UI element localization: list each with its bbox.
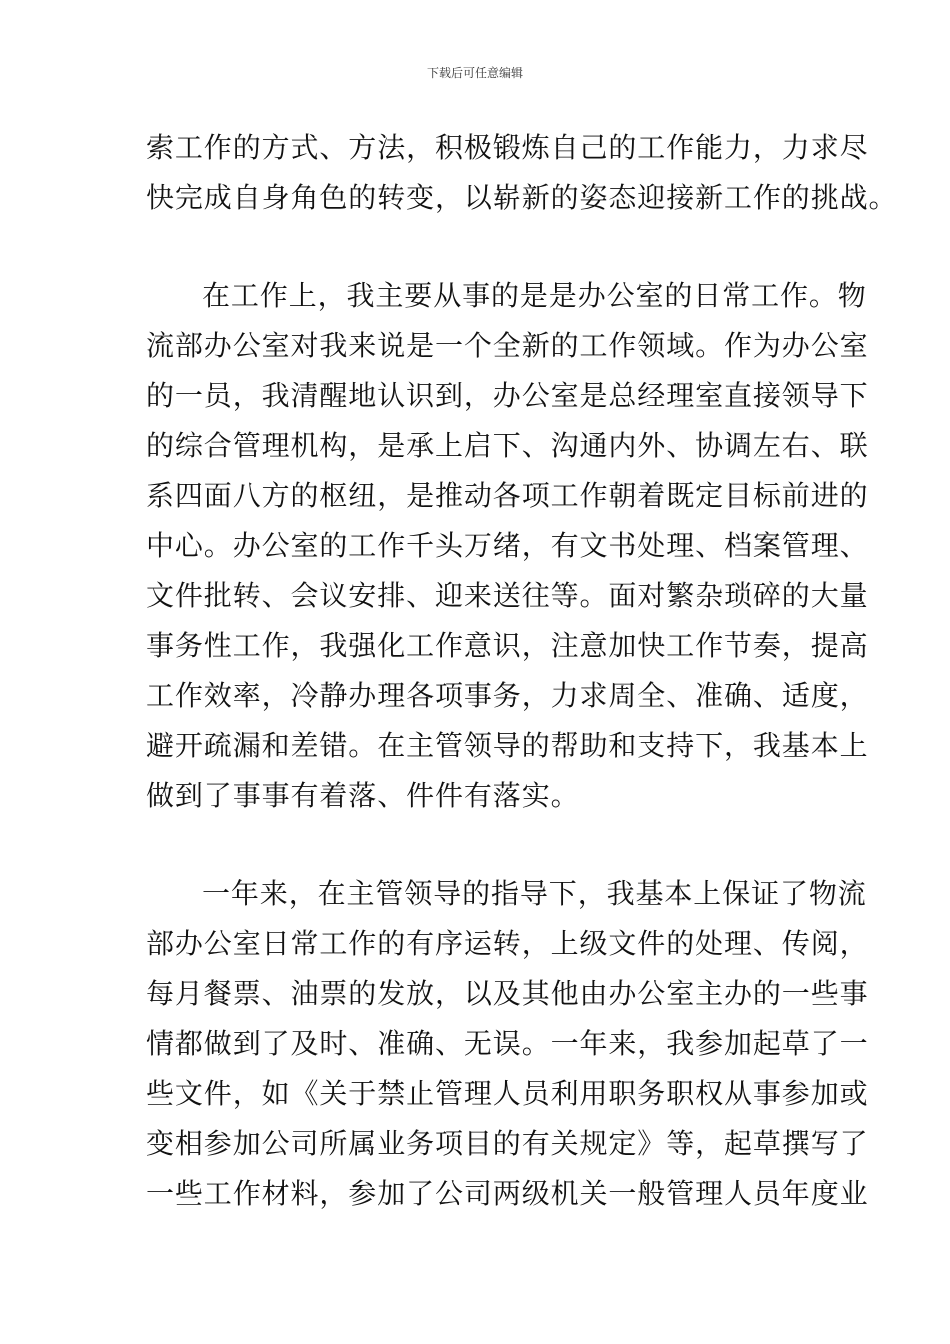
paragraph-2-line-2: 流部办公室对我来说是一个全新的工作领域。作为办公室 [146,329,869,362]
paragraph-2-line-7: 文件批转、会议安排、迎来送往等。面对繁杂琐碎的大量 [146,579,869,612]
paragraph-3-line-5: 些文件，如《关于禁止管理人员利用职务职权从事参加或 [146,1077,869,1110]
paragraph-2-line-1: 在工作上，我主要从事的是是办公室的日常工作。物 [202,279,867,312]
paragraph-3-line-7: 一些工作材料，参加了公司两级机关一般管理人员年度业 [146,1177,869,1210]
paragraph-2-line-9: 工作效率，冷静办理各项事务，力求周全、准确、适度， [146,679,869,712]
paragraph-2-line-8: 事务性工作，我强化工作意识，注意加快工作节奏，提高 [146,629,869,662]
paragraph-2-line-11: 做到了事事有着落、件件有落实。 [146,779,580,812]
paragraph-3-line-6: 变相参加公司所属业务项目的有关规定》等，起草撰写了 [146,1127,869,1160]
paragraph-3-line-3: 每月餐票、油票的发放，以及其他由办公室主办的一些事 [146,977,869,1010]
page-header: 下载后可任意编辑 [426,66,523,80]
paragraph-3-line-2: 部办公室日常工作的有序运转，上级文件的处理、传阅， [146,927,869,960]
paragraph-2-line-5: 系四面八方的枢纽，是推动各项工作朝着既定目标前进的 [146,479,869,512]
paragraph-1-line-1: 索工作的方式、方法，积极锻炼自己的工作能力，力求尽 [146,131,869,164]
paragraph-2-line-4: 的综合管理机构，是承上启下、沟通内外、协调左右、联 [146,429,869,462]
paragraph-2-line-6: 中心。办公室的工作千头万绪，有文书处理、档案管理、 [146,529,869,562]
paragraph-3-line-4: 情都做到了及时、准确、无误。一年来，我参加起草了一 [146,1027,869,1060]
paragraph-2-line-10: 避开疏漏和差错。在主管领导的帮助和支持下，我基本上 [146,729,869,762]
paragraph-2-line-3: 的一员，我清醒地认识到，办公室是总经理室直接领导下 [146,379,869,412]
paragraph-3-line-1: 一年来，在主管领导的指导下，我基本上保证了物流 [202,877,867,910]
paragraph-1-line-2: 快完成自身角色的转变，以崭新的姿态迎接新工作的挑战。 [146,181,898,214]
